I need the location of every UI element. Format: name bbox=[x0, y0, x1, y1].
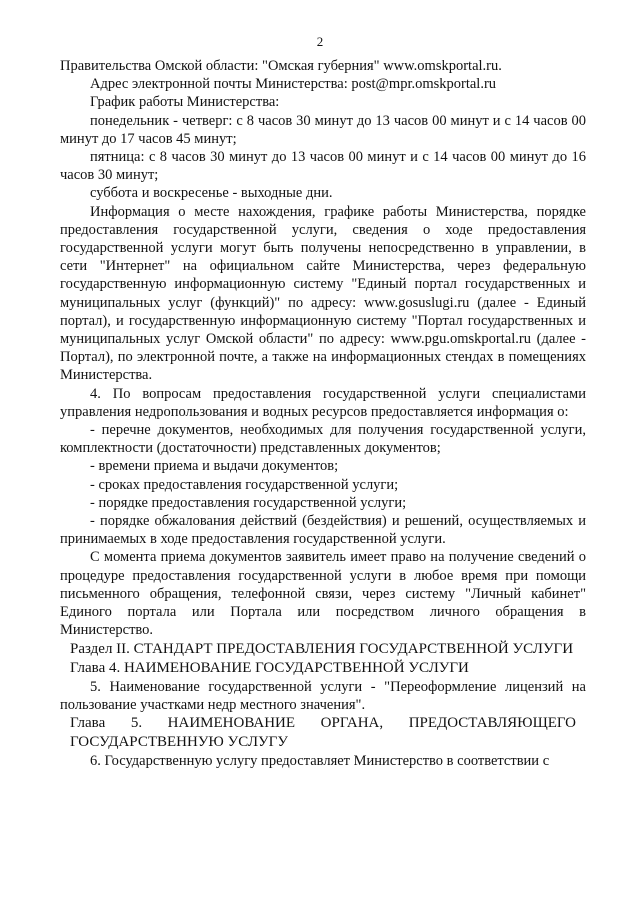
list-item-appeal: - порядке обжалования действий (бездействия) и решений, осуществляемых и принимаемых в ходе предоставления государственной услуги. bbox=[60, 513, 586, 548]
chapter-4-heading: Глава 4. НАИМЕНОВАНИЕ ГОСУДАРСТВЕННОЙ УСЛУГИ bbox=[70, 659, 469, 676]
list-item-procedure: - порядке предоставления государственной услуги; bbox=[90, 494, 407, 511]
paragraph-schedule-weekend: суббота и воскресенье - выходные дни. bbox=[90, 185, 333, 202]
paragraph-information-sources: Информация о месте нахождения, графике работы Министерства, порядке предоставления государственной услуги, сведения о ходе предоставления государственной услуги могут быть получены непосредственно в управлении, в сети "Интернет" на официальном сайте Министерства, через федеральную государственную информационную систему "Единый портал государственных и муниципальных услуг (функций)" по адресу: www.gosuslugi.ru (далее - Единый портал), и государственную информационную систему "Портал государственных и муниципальных услуг Омской области" по адресу: www.pgu.omskportal.ru (далее - Портал), по электронной почте, а также на информационных стендах в помещениях Министерства. bbox=[60, 203, 586, 384]
paragraph-email: Адрес электронной почты Министерства: post@mpr.omskportal.ru bbox=[90, 76, 497, 93]
paragraph-right-to-info: С момента приема документов заявитель имеет право на получение сведений о процедуре предоставления государственной услуги в любое время при помощи письменного обращения, телефонной связи, через систему "Личный кабинет" Единого портала или Портала или посредством личного обращения в Министерство. bbox=[60, 549, 586, 639]
paragraph-4: 4. По вопросам предоставления государственной услуги специалистами управления недропользования и водных ресурсов предоставляется информация о: bbox=[60, 385, 586, 420]
paragraph-6: 6. Государственную услугу предоставляет Министерство в соответствии с bbox=[90, 752, 550, 769]
list-item-reception-time: - времени приема и выдачи документов; bbox=[90, 458, 339, 475]
chapter-5-heading: Глава 5. НАИМЕНОВАНИЕ ОРГАНА, ПРЕДОСТАВЛЯЮЩЕГО ГОСУДАРСТВЕННУЮ УСЛУГУ bbox=[70, 714, 576, 750]
document-body bbox=[60, 57, 586, 770]
paragraph-5: 5. Наименование государственной услуги - "Переоформление лицензий на пользование участками недр местного значения". bbox=[60, 678, 586, 713]
list-item-documents: - перечне документов, необходимых для получения государственной услуги, комплектности (достаточности) представленных документов; bbox=[60, 422, 586, 457]
paragraph-schedule-fri: пятница: с 8 часов 30 минут до 13 часов 00 минут и с 14 часов 00 минут до 16 часов 30 минут; bbox=[60, 149, 586, 184]
paragraph-portal-name: Правительства Омской области: "Омская губерния" www.omskportal.ru. bbox=[60, 58, 502, 74]
page-number: 2 bbox=[316, 34, 324, 49]
paragraph-schedule-title: График работы Министерства: bbox=[90, 94, 280, 111]
section-heading: Раздел II. СТАНДАРТ ПРЕДОСТАВЛЕНИЯ ГОСУДАРСТВЕННОЙ УСЛУГИ bbox=[70, 640, 574, 657]
list-item-terms: - сроках предоставления государственной услуги; bbox=[90, 476, 399, 493]
paragraph-schedule-mon-thu: понедельник - четверг: с 8 часов 30 минут до 13 часов 00 минут и с 14 часов 00 минут до 17 часов 45 минут; bbox=[60, 112, 586, 147]
